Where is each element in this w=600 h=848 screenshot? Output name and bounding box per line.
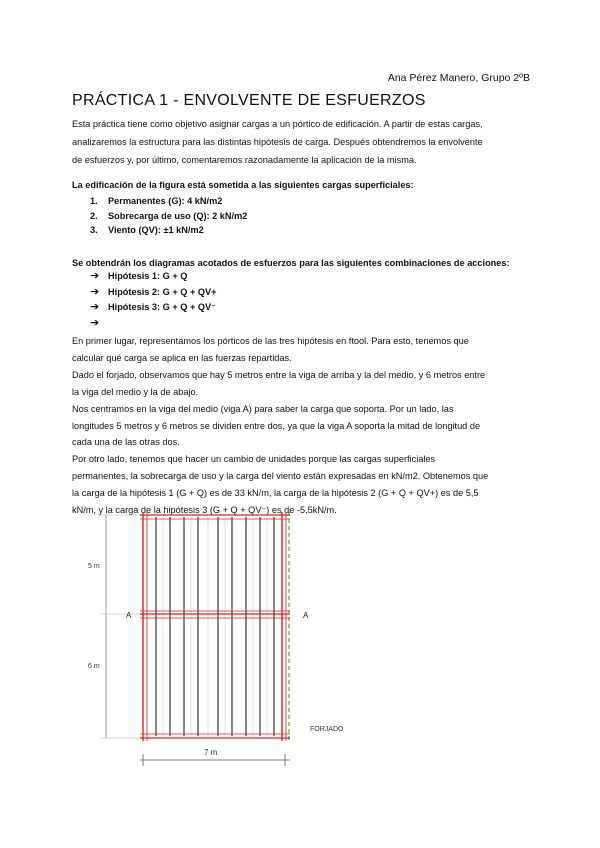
dim-width-label: 7 m xyxy=(204,748,218,757)
intro-line: Esta práctica tiene como objetivo asignar cargas a un pórtico de edificación. A partir de estas cargas, xyxy=(72,119,483,129)
page-title: PRÁCTICA 1 - ENVOLVENTE DE ESFUERZOS xyxy=(72,92,426,109)
list-text: Viento (QV): ±1 kN/m2 xyxy=(108,225,204,235)
dim-bottom-label: 6 m xyxy=(88,663,100,670)
list-text: Hipótesis 3: G + Q + QV⁻ xyxy=(108,302,216,312)
list-number: 3. xyxy=(90,225,98,235)
body-line: calcular qué carga se aplica en las fuerzas repartidas. xyxy=(72,352,292,363)
body-line: Dado el forjado, observamos que hay 5 metros entre la viga de arriba y la del medio, y 6 metros entre xyxy=(72,369,486,380)
list-number: 1. xyxy=(90,196,98,206)
arrow-icon: ➔ xyxy=(90,301,100,313)
arrow-icon: ➔ xyxy=(90,316,100,329)
list-text: Hipótesis 2: G + Q + QV+ xyxy=(108,286,217,297)
list-number: 2. xyxy=(90,210,98,221)
loads-heading: La edificación de la figura está sometida a las siguientes cargas superficiales: xyxy=(72,180,414,190)
body-line: permanentes, la sobrecarga de uso y la carga del viento están expresadas en kN/m2. Obtenemos que xyxy=(72,471,489,482)
intro-line: analizaremos la estructura para las distintas hipótesis de carga. Después obtendremos la envolvente xyxy=(72,137,483,147)
body-line: la viga del medio y la de abajo. xyxy=(72,386,199,397)
body-line: Nos centramos en la viga del medio (viga A) para saber la carga que soporta. Por un lado, las xyxy=(72,403,454,414)
section-label-right: A xyxy=(303,611,309,620)
body-line: la carga de la hipótesis 1 (G + Q) es de 33 kN/m, la carga de la hipótesis 2 (G + Q + QV+) es de 5,5 xyxy=(72,488,479,499)
dim-top-label: 5 m xyxy=(88,563,100,570)
body-line: cada una de las otras dos. xyxy=(72,437,180,448)
figure-caption: FORJADO xyxy=(310,726,344,733)
list-text: Hipótesis 1: G + Q xyxy=(108,271,188,281)
hypotheses-heading: Se obtendrán los diagramas acotados de esfuerzos para las siguientes combinaciones de acciones: xyxy=(72,258,510,268)
list-text: Permanentes (G): 4 kN/m2 xyxy=(108,196,223,206)
arrow-icon: ➔ xyxy=(90,285,100,298)
body-line: Por otro lado, tenemos que hacer un cambio de unidades porque las cargas superficiales xyxy=(72,454,436,465)
list-text: Sobrecarga de uso (Q): 2 kN/m2 xyxy=(108,210,248,221)
intro-line: de esfuerzos y, por último, comentaremos razonadamente la aplicación de la misma. xyxy=(72,155,417,165)
author-header: Ana Pérez Manero, Grupo 2ºB xyxy=(387,72,530,84)
section-label-left: A xyxy=(126,611,132,620)
body-line: longitudes 5 metros y 6 metros se dividen entre dos, ya que la viga A soporta la mitad de longitud de xyxy=(72,420,481,431)
body-line: En primer lugar, representamos los pórticos de las tres hipótesis en ftool. Para esto, tenemos que xyxy=(72,336,469,346)
arrow-icon: ➔ xyxy=(90,270,100,282)
body-line: kN/m, y la carga de la hipótesis 3 (G + Q + QV⁻) es de -5,5kN/m. xyxy=(72,505,337,516)
